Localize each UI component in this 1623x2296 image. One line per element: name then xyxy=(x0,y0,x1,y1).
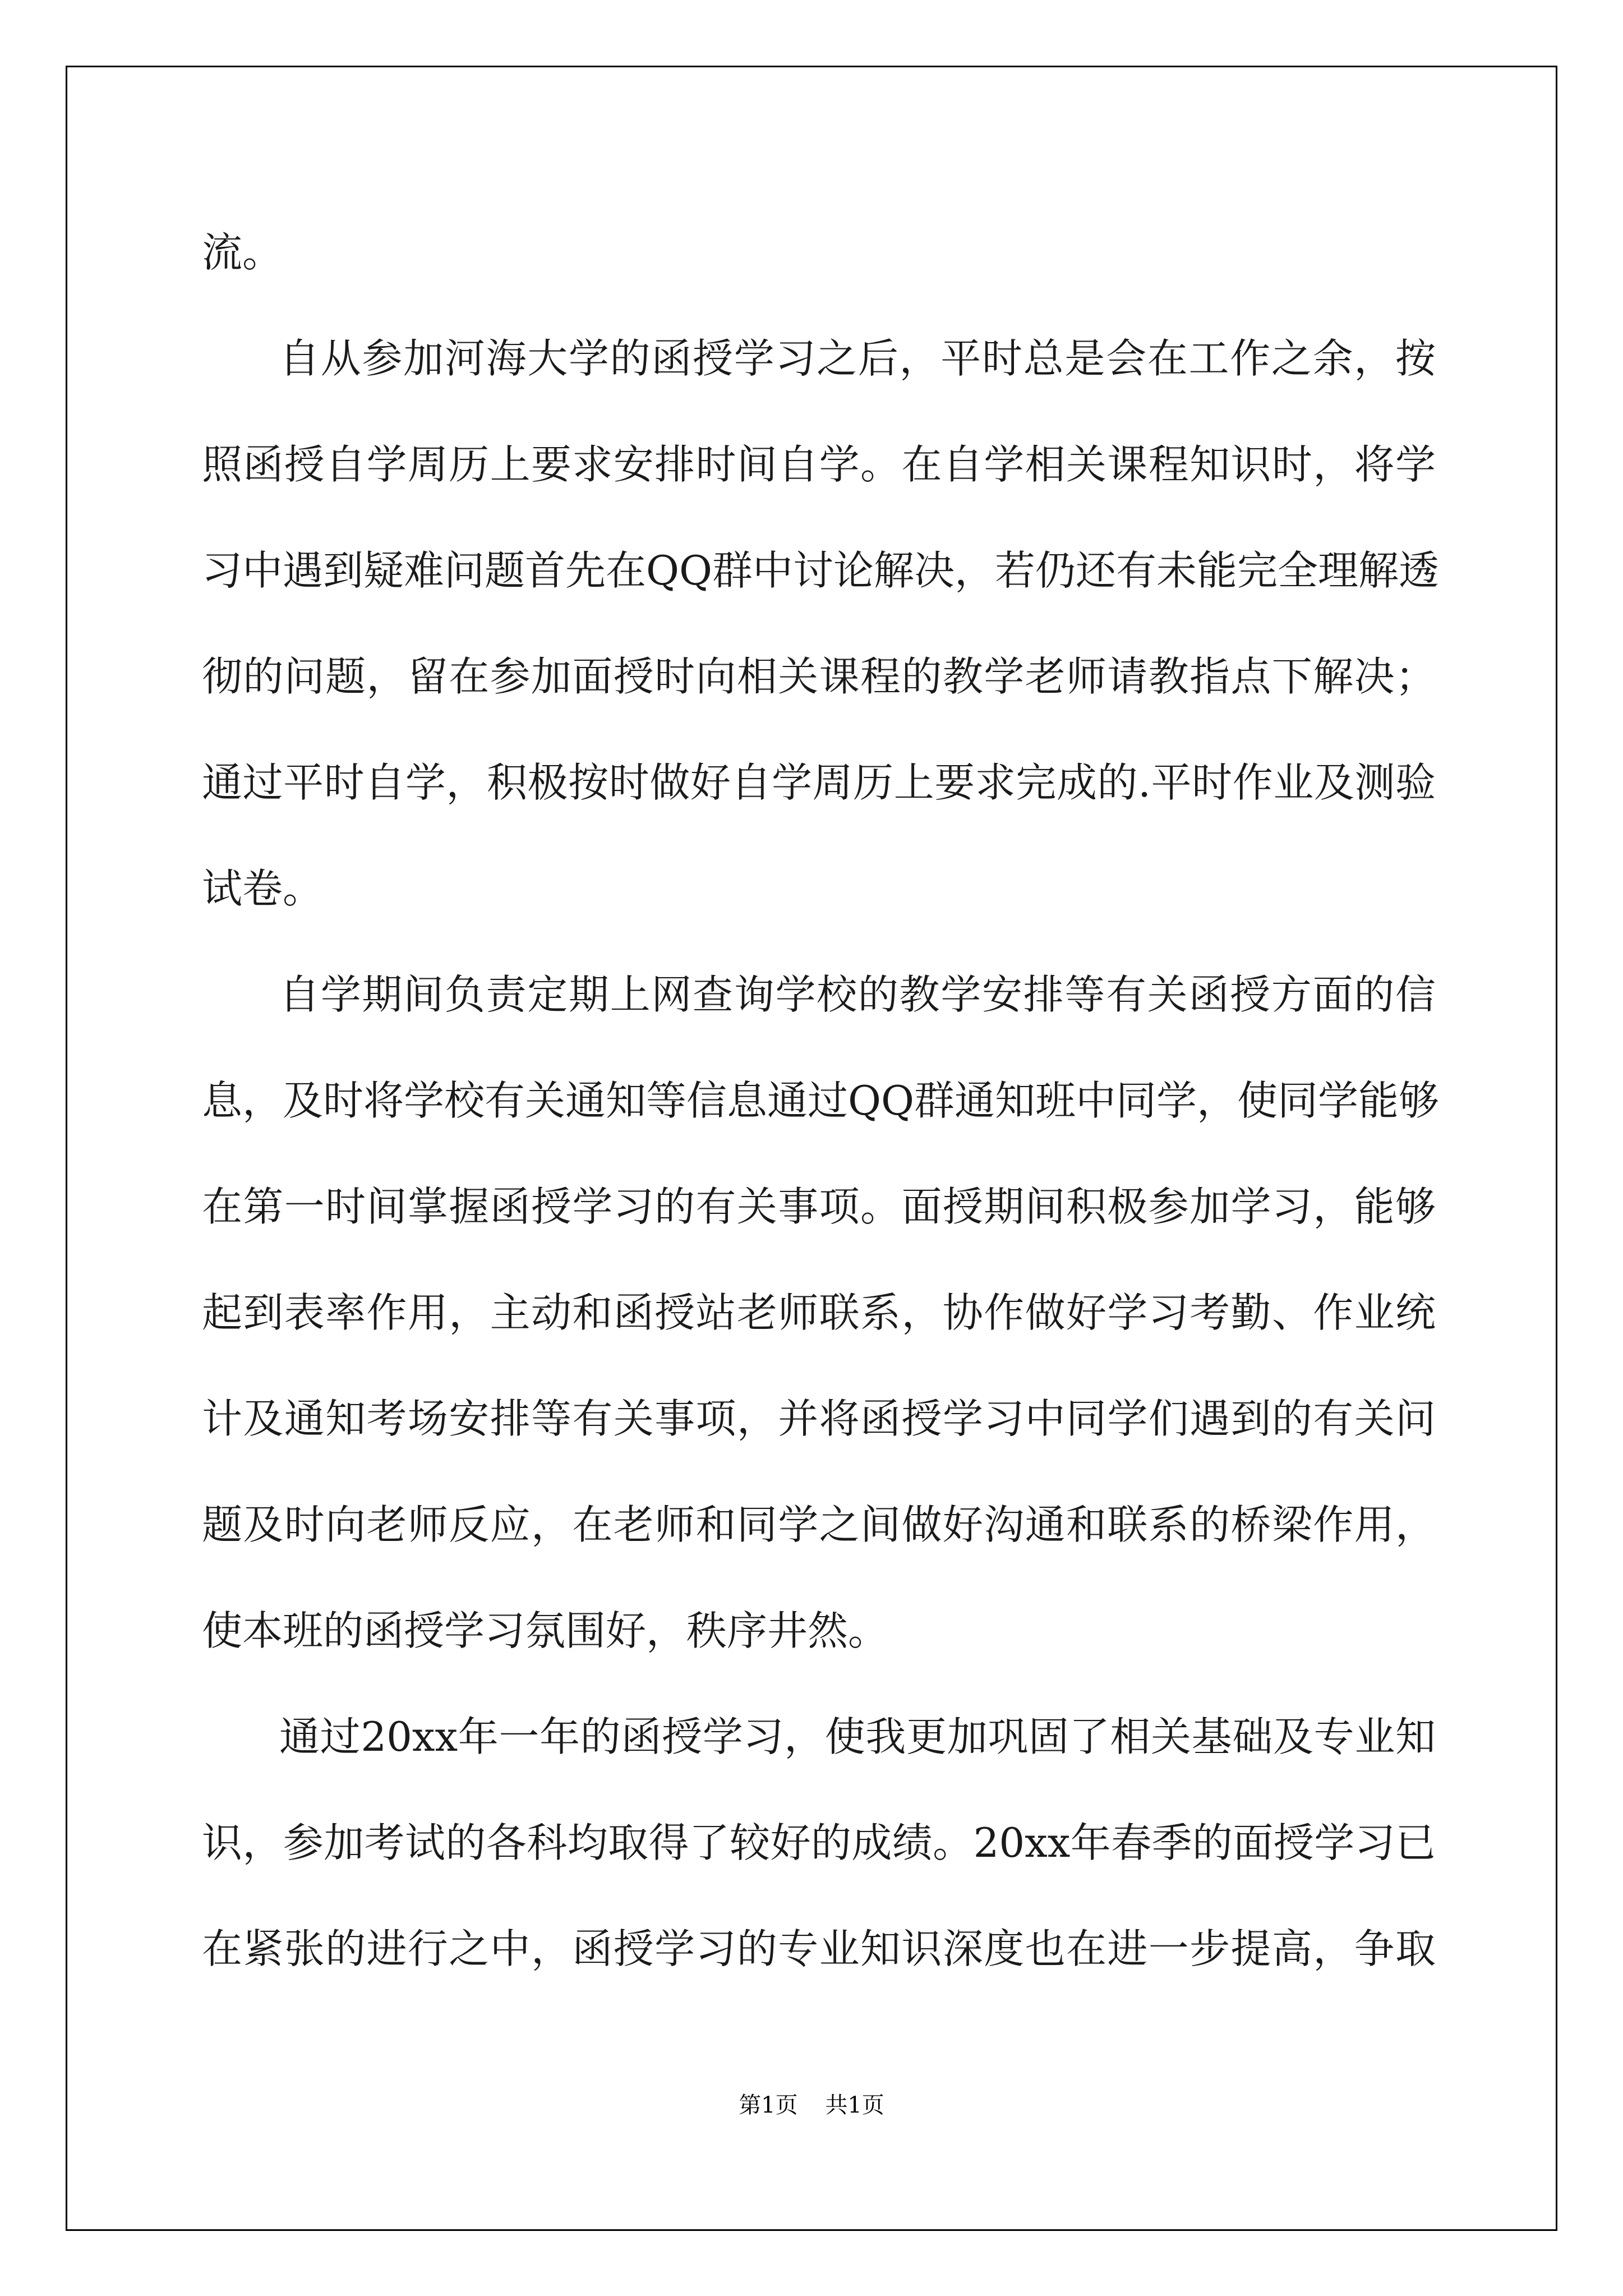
page-number: 第1页 xyxy=(739,2092,798,2118)
text-line: 题及时向老师反应，在老师和同学之间做好沟通和联系的桥梁作用， xyxy=(202,1501,1436,1548)
page-border xyxy=(66,66,1557,2231)
text-line: 识，参加考试的各科均取得了较好的成绩。20xx年春季的面授学习已 xyxy=(202,1819,1436,1866)
text-line: 在第一时间掌握函授学习的有关事项。面授期间积极参加学习，能够 xyxy=(202,1183,1436,1230)
text-line: 彻的问题，留在参加面授时向相关课程的教学老师请教指点下解决； xyxy=(202,653,1436,700)
page-footer xyxy=(0,2090,1623,2121)
text-line: 计及通知考场安排等有关事项，并将函授学习中同学们遇到的有关问 xyxy=(202,1395,1436,1442)
text-line: 使本班的函授学习氛围好，秩序井然。 xyxy=(202,1607,889,1654)
text-line: 自学期间负责定期上网查询学校的教学安排等有关函授方面的信 xyxy=(279,971,1436,1018)
text-line: 照函授自学周历上要求安排时间自学。在自学相关课程知识时，将学 xyxy=(202,441,1436,488)
text-line: 通过20xx年一年的函授学习，使我更加巩固了相关基础及专业知 xyxy=(279,1713,1436,1760)
page-total: 共1页 xyxy=(825,2092,884,2118)
text-line: 在紧张的进行之中，函授学习的专业知识深度也在进一步提高，争取 xyxy=(202,1925,1436,1972)
text-line: 流。 xyxy=(202,229,283,276)
text-line: 息，及时将学校有关通知等信息通过QQ群通知班中同学，使同学能够 xyxy=(202,1077,1440,1124)
text-line: 通过平时自学，积极按时做好自学周历上要求完成的.平时作业及测验 xyxy=(202,759,1436,806)
text-line: 起到表率作用，主动和函授站老师联系，协作做好学习考勤、作业统 xyxy=(202,1289,1436,1336)
text-line: 自从参加河海大学的函授学习之后，平时总是会在工作之余，按 xyxy=(279,335,1436,382)
text-line: 试卷。 xyxy=(202,865,324,912)
text-line: 习中遇到疑难问题首先在QQ群中讨论解决，若仍还有未能完全理解透 xyxy=(202,547,1440,594)
